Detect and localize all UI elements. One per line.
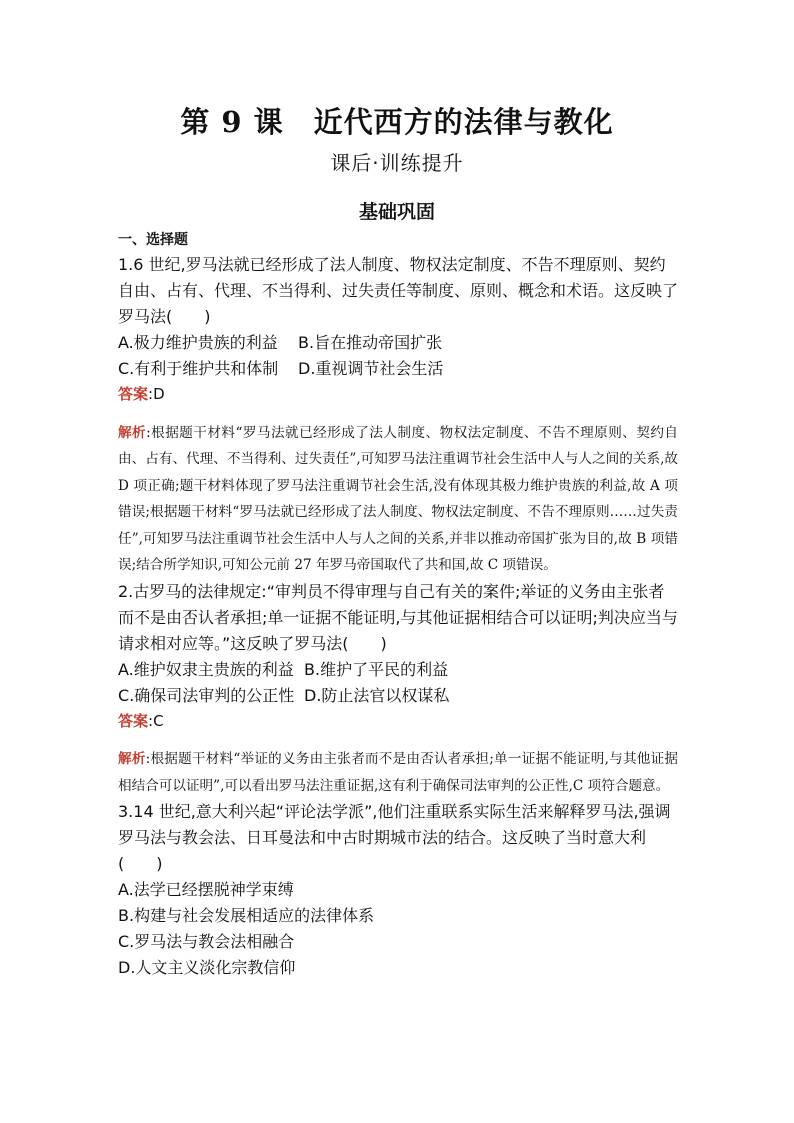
page-subtitle: 课后·训练提升 xyxy=(330,151,464,175)
option-a: A.法学已经摆脱神学束缚 xyxy=(118,880,294,900)
option-b: B.维护了平民的利益 xyxy=(304,659,449,679)
option-row xyxy=(118,683,678,709)
explanation xyxy=(118,420,678,579)
answer-label: 答案 xyxy=(118,385,149,403)
explanation xyxy=(118,746,678,799)
option-row xyxy=(118,330,678,356)
question-stem: 1.6 世纪,罗马法就已经形成了法人制度、物权法定制度、不告不理原则、契约自由、占有、代理、不当得利、过失责任等制度、原则、概念和术语。这反映了罗马法( ) xyxy=(118,255,679,326)
answer-value: :C xyxy=(148,711,164,730)
option-b: B.旨在推动帝国扩张 xyxy=(298,333,443,352)
option-d: D.重视调节社会生活 xyxy=(298,359,444,378)
option-c: C.罗马法与教会法相融合 xyxy=(118,932,295,952)
option-c: C.有利于维护共和体制 xyxy=(118,359,279,378)
option-b: B.构建与社会发展相适应的法律体系 xyxy=(118,906,375,926)
answer-line xyxy=(118,709,678,733)
answer-line xyxy=(118,382,678,406)
question-stem: 2.古罗马的法律规定:“审判员不得审理与自己有关的案件;举证的义务由主张者而不是由否认者承担;单一证据不能证明,与其他证据相结合可以证明;判决应当与请求相对应等。”这反映了罗马法( ) xyxy=(118,581,678,653)
part-label: 一、选择题 xyxy=(118,232,188,248)
page-title: 第 9 课 近代西方的法律与教化 xyxy=(180,105,614,139)
option-d: D.防止法官以权谋私 xyxy=(304,685,450,705)
question-3 xyxy=(118,799,678,981)
option-a: A.维护奴隶主贵族的利益 xyxy=(118,659,294,679)
option-a: A.极力维护贵族的利益 xyxy=(118,333,278,352)
option-row xyxy=(118,657,678,683)
explanation-text: :根据题干材料“举证的义务由主张者而不是由否认者承担;单一证据不能证明,与其他证据相结合可以证明”,可以看出罗马法注重证据,这有利于确保司法审判的公正性,C 项符合题意。 xyxy=(118,751,678,794)
question-2 xyxy=(118,579,678,800)
explanation-label: 解析 xyxy=(118,751,146,768)
explanation-text: :根据题干材料“罗马法就已经形成了法人制度、物权法定制度、不告不理原则、契约自由、占有、代理、不当得利、过失责任”,可知罗马法注重调节社会生活中人与人之间的关系,故 D 项正确;题干材料体现了罗马法注重调节社会生活,没有体现其极力维护贵族的利益,故 A 项错误;根据题干材料“罗马法就已经形成了法人制度、物权法定制度、不告不理原则……过失责任”,可知罗马法注重调节社会生活中人与人之间的关系,并非以推动帝国扩张为目的,故 B 项错误;结合所学知识,可知公元前 27 年罗马帝国取代了共和国,故 C 项错误。 xyxy=(118,424,679,574)
option-c: C.确保司法审判的公正性 xyxy=(118,685,295,705)
content xyxy=(118,230,678,981)
explanation-label: 解析 xyxy=(118,424,147,441)
question-1 xyxy=(118,252,678,579)
option-d: D.人文主义淡化宗教信仰 xyxy=(118,958,296,978)
question-stem-tail: ( ) xyxy=(118,854,163,874)
section-heading: 基础巩固 xyxy=(358,201,435,223)
answer-label: 答案 xyxy=(118,711,149,730)
option-row xyxy=(118,356,678,382)
question-stem: 3.14 世纪,意大利兴起“评论法学派”,他们注重联系实际生活来解释罗马法,强调罗马法与教会法、日耳曼法和中古时期城市法的结合。这反映了当时意大利 xyxy=(118,802,671,848)
answer-value: :D xyxy=(148,385,165,403)
